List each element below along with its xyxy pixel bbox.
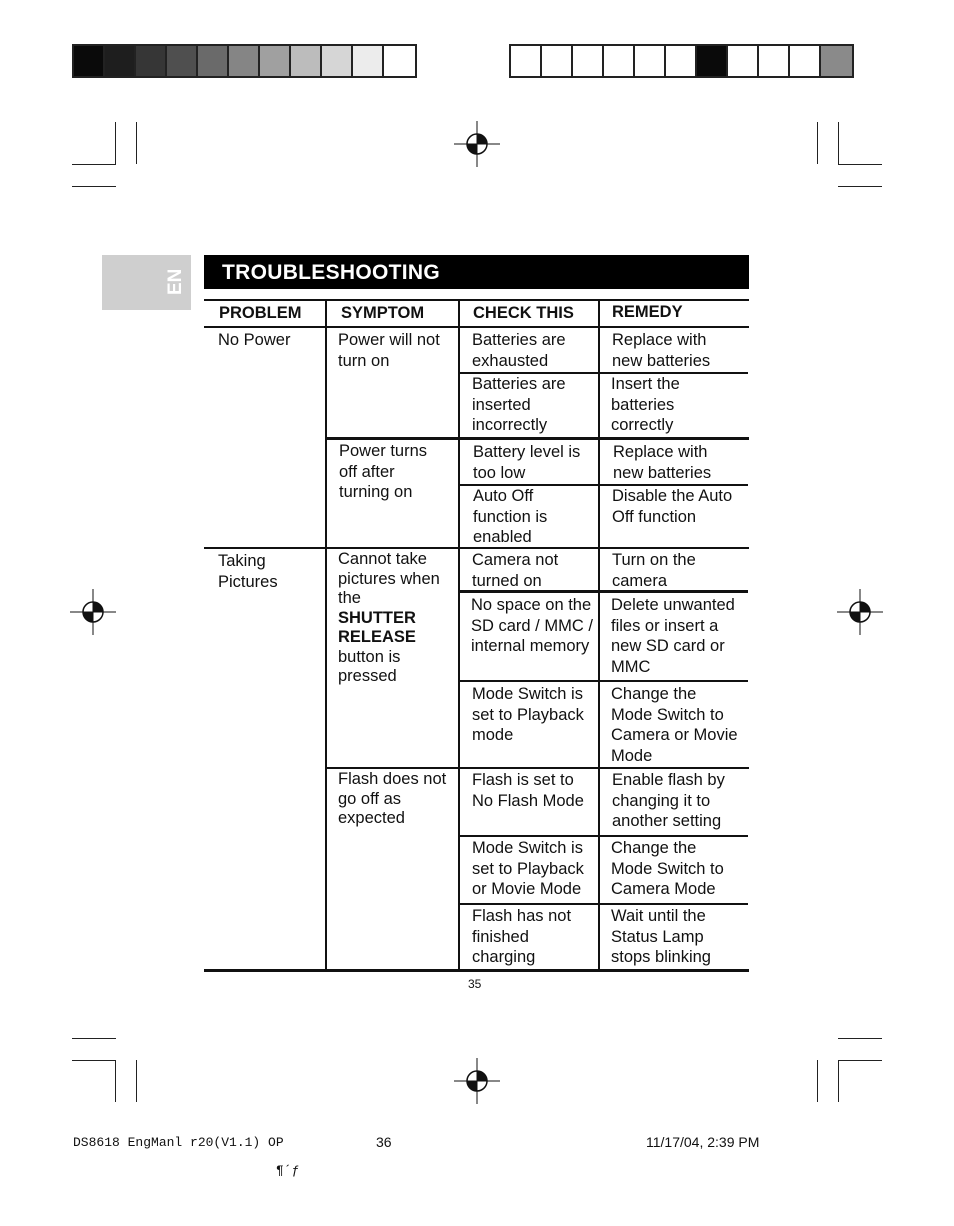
table-rule	[204, 299, 749, 301]
check-cell: Flash has not finished charging	[472, 907, 572, 966]
symptom-cell	[338, 550, 456, 687]
language-tab-label: EN	[165, 268, 186, 295]
crop-mark	[838, 186, 882, 187]
swatch	[573, 46, 604, 76]
swatch	[790, 46, 821, 76]
crop-mark	[838, 122, 839, 164]
remedy-cell: Disable the Auto Off function	[612, 487, 733, 526]
registration-mark-icon	[454, 121, 500, 167]
swatch	[260, 46, 291, 76]
table-rule	[326, 437, 749, 440]
crop-mark	[72, 1060, 116, 1061]
registration-mark-icon	[837, 589, 883, 635]
remedy-cell: Replace with new batteries	[613, 443, 712, 482]
footer-file-name: DS8618 EngManl r20(V1.1) OP	[73, 1135, 284, 1150]
swatch	[384, 46, 415, 76]
check-cell: Battery level is too low	[473, 443, 581, 482]
crop-mark	[838, 1038, 882, 1039]
crop-mark	[115, 1060, 116, 1102]
swatch	[759, 46, 790, 76]
swatch	[322, 46, 353, 76]
remedy-cell: Change the Mode Switch to Camera Mode	[611, 839, 724, 898]
swatch	[353, 46, 384, 76]
remedy-cell: Change the Mode Switch to Camera or Movie Mode	[611, 685, 738, 765]
remedy-cell: Replace with new batteries	[612, 331, 711, 370]
remedy-cell: Wait until the Status Lamp stops blinking	[611, 907, 711, 966]
remedy-cell: Enable flash by changing it to another setting	[612, 771, 725, 830]
symptom-cell: Power will not turn on	[338, 331, 440, 370]
table-rule	[204, 326, 749, 328]
swatch	[167, 46, 198, 76]
table-rule	[459, 835, 748, 837]
column-header-remedy: REMEDY	[612, 303, 683, 321]
crop-mark	[72, 186, 116, 187]
remedy-cell: Insert the batteries correctly	[611, 375, 680, 434]
remedy-cell: Delete unwanted files or insert a new SD card or MMC	[611, 596, 735, 676]
registration-mark-icon	[454, 1058, 500, 1104]
swatch	[604, 46, 635, 76]
check-cell: Mode Switch is set to Playback mode	[472, 685, 584, 744]
table-rule	[598, 299, 600, 972]
problem-cell: No Power	[218, 331, 291, 349]
symptom-text: button is pressed	[338, 647, 401, 685]
check-cell: Flash is set to No Flash Mode	[472, 771, 584, 810]
check-cell: Batteries are exhausted	[472, 331, 566, 370]
footer-page-number: 36	[376, 1134, 392, 1150]
problem-cell: Taking Pictures	[218, 552, 278, 591]
swatch	[635, 46, 666, 76]
table-rule	[459, 680, 748, 682]
column-header-problem: PROBLEM	[219, 304, 302, 322]
crop-mark	[115, 122, 116, 164]
swatch	[666, 46, 697, 76]
swatch	[198, 46, 229, 76]
check-cell: Mode Switch is set to Playback or Movie Mode	[472, 839, 584, 898]
swatch	[105, 46, 136, 76]
crop-mark	[136, 1060, 137, 1102]
check-cell: Auto Off function is enabled	[473, 487, 548, 546]
symptom-text: Cannot take pictures when the	[338, 550, 440, 607]
check-cell: Batteries are inserted incorrectly	[472, 375, 566, 434]
symptom-bold-text: SHUTTER RELEASE	[338, 608, 416, 646]
footer-glyphs: ¶´ƒ	[276, 1163, 300, 1178]
swatch	[697, 46, 728, 76]
crop-mark	[72, 164, 116, 165]
swatch	[229, 46, 260, 76]
crop-mark	[136, 122, 137, 164]
swatch	[542, 46, 573, 76]
crop-mark	[72, 1038, 116, 1039]
symptom-cell: Power turns off after turning on	[339, 442, 428, 501]
column-header-symptom: SYMPTOM	[341, 304, 425, 322]
swatch	[291, 46, 322, 76]
left-calibration-strip	[72, 44, 417, 78]
section-title-bar	[204, 255, 749, 289]
page-title: TROUBLESHOOTING	[222, 261, 440, 284]
swatch	[136, 46, 167, 76]
registration-mark-icon	[70, 589, 116, 635]
symptom-cell: Flash does not go off as expected	[338, 770, 447, 827]
crop-mark	[838, 164, 882, 165]
crop-mark	[838, 1060, 882, 1061]
swatch	[821, 46, 852, 76]
crop-mark	[817, 122, 818, 164]
page-number: 35	[468, 977, 482, 991]
right-calibration-strip	[509, 44, 854, 78]
crop-mark	[817, 1060, 818, 1102]
footer-datetime: 11/17/04, 2:39 PM	[646, 1134, 760, 1150]
table-rule	[204, 969, 749, 972]
remedy-cell: Turn on the camera	[612, 551, 696, 590]
table-rule	[459, 903, 748, 905]
table-rule	[458, 299, 460, 972]
swatch	[511, 46, 542, 76]
table-rule	[325, 299, 327, 972]
column-header-check: CHECK THIS	[473, 304, 574, 322]
check-cell: No space on the SD card / MMC / internal memory	[471, 596, 593, 655]
swatch	[728, 46, 759, 76]
check-cell: Camera not turned on	[472, 551, 559, 590]
table-rule	[326, 767, 749, 769]
swatch	[74, 46, 105, 76]
crop-mark	[838, 1060, 839, 1102]
